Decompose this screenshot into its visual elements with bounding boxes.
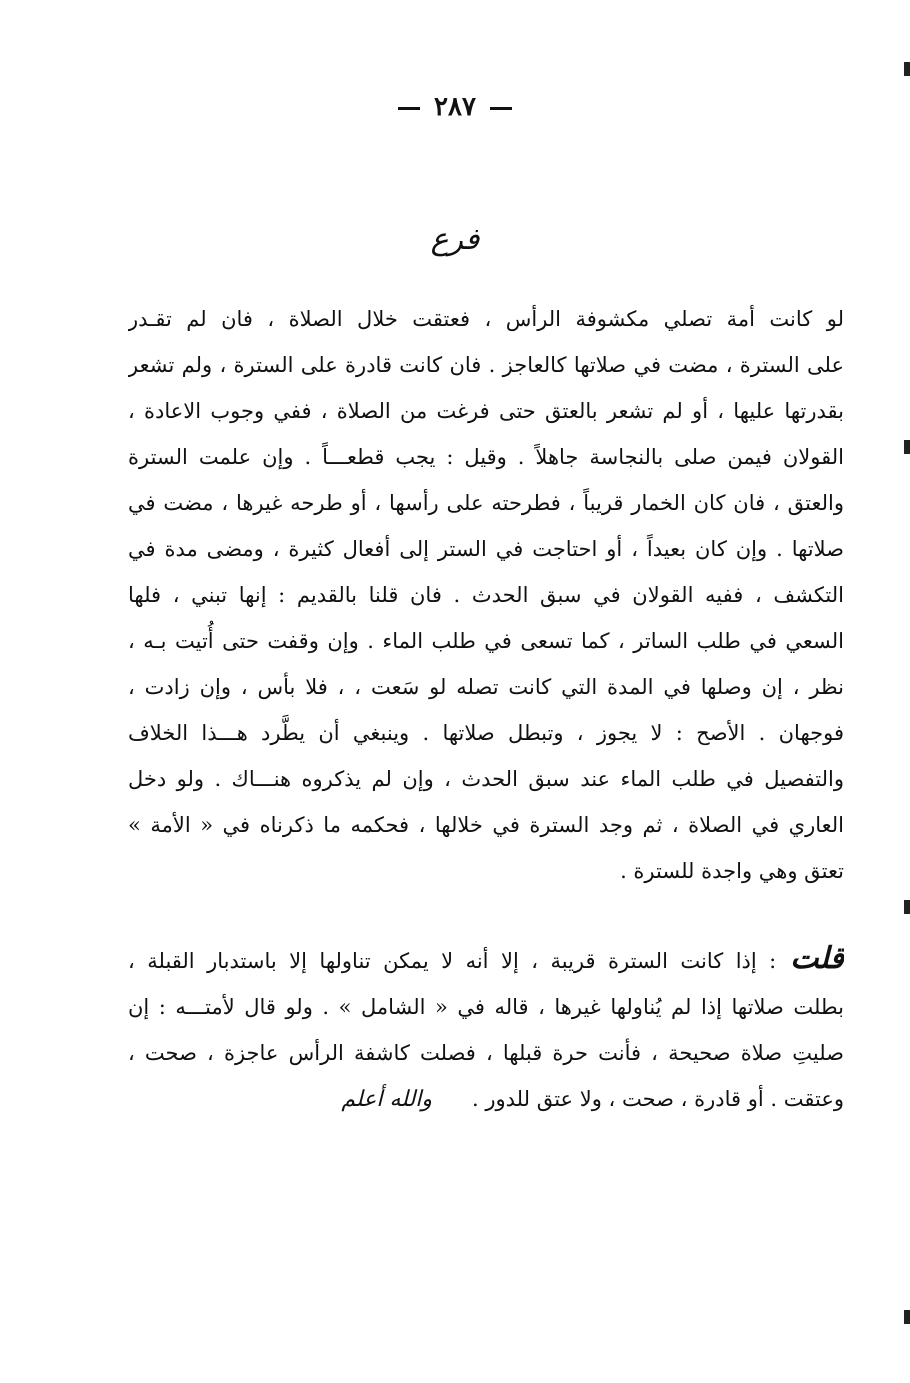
text-line: السعي في طلب الساتر ، كما تسعى في طلب الماء . وإن وقفت حتى أُتيت بـه ،: [128, 629, 844, 653]
text-line-last: [128, 1076, 844, 1123]
page-number-value: ٢٨٧: [434, 92, 476, 122]
right-dash: [490, 107, 512, 110]
text-line-first-rest: : إذا كانت السترة قريبة ، إلا أنه لا يمكن تناولها إلا باستدبار القبلة ،: [128, 949, 777, 973]
text-line: فوجهان . الأصح : لا يجوز ، وتبطل صلاتها . وينبغي أن يطَّرد هـــذا الخلاف: [128, 721, 844, 745]
text-line: نظر ، إن وصلها في المدة التي كانت تصله لو سَعت ، ، فلا بأس ، وإن زادت ،: [128, 675, 844, 699]
text-line: بطلت صلاتها إذا لم يُناولها غيرها ، قاله في « الشامل » . ولو قال لأمتـــه : إن: [128, 995, 844, 1019]
text-line: تعتق وهي واجدة للسترة .: [620, 859, 844, 883]
text-line: والتفصيل في طلب الماء عند سبق الحدث ، وإن لم يذكروه هنـــاك . ولو دخل: [128, 767, 844, 791]
text-line-first: [128, 936, 844, 984]
edge-mark: [904, 900, 910, 914]
text-line: لو كانت أمة تصلي مكشوفة الرأس ، فعتقت خلال الصلاة ، فان لم تقـدر: [128, 307, 844, 331]
paragraph-2: [128, 936, 844, 1123]
text-line: صليتِ صلاة صحيحة ، فأنت حرة قبلها ، فصلت كاشفة الرأس عاجزة ، صحت ،: [128, 1041, 844, 1065]
text-line-last-body: وعتقت . أو قادرة ، صحت ، ولا عتق للدور .: [472, 1087, 844, 1111]
text-line: التكشف ، ففيه القولان في سبق الحدث . فان قلنا بالقديم : إنها تبني ، فلها: [128, 583, 844, 607]
edge-mark: [904, 62, 910, 76]
text-line: القولان فيمن صلى بالنجاسة جاهلاً . وقيل : يجب قطعـــاً . وإن علمت السترة: [128, 445, 844, 469]
text-line: العاري في الصلاة ، ثم وجد السترة في خلالها ، فحكمه ما ذكرناه في « الأمة »: [128, 813, 844, 837]
text-line: والعتق ، فان كان الخمار قريباً ، فطرحته على رأسها ، أو طرحه غيرها ، مضت في: [128, 491, 844, 515]
paragraph-1: [128, 296, 844, 894]
edge-mark: [904, 1310, 910, 1324]
text-line: على السترة ، مضت في صلاتها كالعاجز . فان كانت قادرة على السترة ، ولم تشعر: [128, 353, 844, 377]
edge-mark: [904, 440, 910, 454]
page-number: [0, 92, 910, 122]
lead-word-qultu: قلت: [790, 941, 844, 976]
left-dash: [398, 107, 420, 110]
section-title: فرع: [430, 222, 480, 257]
text-line: بقدرتها عليها ، أو لم تشعر بالعتق حتى فرغت من الصلاة ، ففي وجوب الاعادة ،: [128, 399, 844, 423]
text-line: صلاتها . وإن كان بعيداً ، أو احتاجت في الستر إلى أفعال كثيرة ، ومضى مدة في: [128, 537, 844, 561]
closing-formula: والله أعلم: [341, 1087, 433, 1112]
